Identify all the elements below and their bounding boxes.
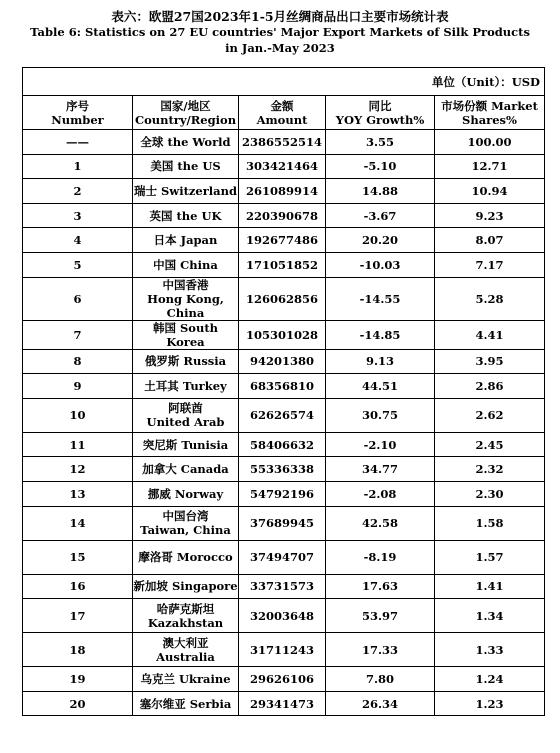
table-row [23,506,545,540]
cell-amount [239,320,326,349]
cell-country [133,228,239,253]
cell-country [133,599,239,633]
share-value: 1.33 [475,642,504,657]
country-name-en: Turkey [182,378,227,393]
country-name-en: United Arab [146,415,225,430]
cell-country [133,633,239,667]
row-number: 18 [69,642,86,657]
cell-yoy [326,154,435,179]
yoy-value: 42.58 [361,516,398,531]
cell-country [133,349,239,374]
unit-label: 单位（Unit）：USD [23,68,545,96]
yoy-value: 7.80 [365,671,394,686]
cell-number [23,506,133,540]
header-country-en: Country/Region [134,112,237,127]
yoy-value: 44.51 [361,378,398,393]
cell-yoy [326,667,435,692]
table-title-en-line2: in Jan.-May 2023 [225,41,335,55]
cell-yoy [326,228,435,253]
cell-amount [239,349,326,374]
cell-amount [239,667,326,692]
table-row [23,540,545,574]
country-name-cn: 俄罗斯 [144,354,180,369]
share-value: 1.24 [475,671,504,686]
amount-value: 220390678 [245,208,318,223]
cell-share [435,691,545,716]
share-value: 3.95 [475,354,504,369]
cell-amount [239,599,326,633]
country-name-cn: 摩洛哥 [138,550,173,565]
table-row [23,349,545,374]
country-name-cn: 澳大利亚 [162,635,209,650]
header-yoy-cn: 同比 [368,98,392,113]
table-row [23,481,545,506]
country-name-cn: 哈萨克斯坦 [156,601,215,616]
amount-value: 31711243 [249,642,314,657]
yoy-value: -2.10 [363,437,397,452]
country-name-en: Norway [174,486,224,501]
cell-yoy [326,457,435,482]
country-name-cn: 韩国 [152,320,176,335]
header-country [133,96,239,130]
country-name-en: Japan [180,233,218,248]
amount-value: 171051852 [245,257,318,272]
share-value: 1.58 [475,516,504,531]
cell-amount [239,179,326,204]
cell-number [23,203,133,228]
table-row [23,574,545,599]
yoy-value: 26.34 [361,696,398,711]
cell-yoy [326,277,435,320]
table-row [23,154,545,179]
row-number: 17 [69,608,86,623]
row-number: 3 [73,208,82,223]
amount-value: 126062856 [245,291,318,306]
cell-share [435,457,545,482]
row-number: 19 [69,671,86,686]
share-value: 8.07 [475,233,504,248]
yoy-value: 17.63 [361,579,398,594]
cell-share [435,277,545,320]
cell-amount [239,506,326,540]
country-name-en: the UK [176,208,222,223]
header-number-cn: 序号 [66,98,89,113]
row-number: 2 [73,183,82,198]
header-yoy [326,96,435,130]
cell-share [435,374,545,399]
cell-share [435,398,545,432]
amount-value: 29626106 [249,671,314,686]
country-name-cn: 突尼斯 [142,437,178,452]
cell-share [435,599,545,633]
cell-number [23,320,133,349]
cell-yoy [326,691,435,716]
header-share [435,96,545,130]
country-name-cn: 乌克兰 [140,671,175,686]
cell-country [133,320,239,349]
row-number: 15 [69,550,86,565]
cell-share [435,481,545,506]
header-number-en: Number [51,112,104,127]
cell-country [133,252,239,277]
yoy-value: -8.19 [363,550,397,565]
header-share-cn: 市场份额 Market [441,98,538,113]
cell-share [435,574,545,599]
table-title-en: Table 6: Statistics on 27 EU countries' Major Export Markets of Silk Products [30,25,530,39]
row-number: 13 [69,486,86,501]
export-markets-table [22,67,545,716]
table-row [23,277,545,320]
cell-amount [239,540,326,574]
share-value: 2.30 [475,486,504,501]
cell-yoy [326,398,435,432]
cell-share [435,130,545,155]
cell-number [23,574,133,599]
cell-share [435,667,545,692]
share-value: 9.23 [475,208,504,223]
share-value: 1.34 [475,608,504,623]
country-name-cn: 中国台湾 [162,509,209,524]
cell-share [435,349,545,374]
country-name-en: Tunisia [181,437,229,452]
country-name-cn: 美国 [150,159,174,174]
cell-number [23,277,133,320]
cell-yoy [326,574,435,599]
country-name-en: Morocco [176,550,233,565]
table-row [23,179,545,204]
cell-number [23,540,133,574]
amount-value: 303421464 [245,159,318,174]
yoy-value: 20.20 [361,233,398,248]
cell-yoy [326,432,435,457]
cell-yoy [326,130,435,155]
table-row [23,374,545,399]
cell-amount [239,398,326,432]
cell-number [23,667,133,692]
table-row [23,633,545,667]
amount-value: 105301028 [245,327,318,342]
cell-number [23,252,133,277]
cell-yoy [326,374,435,399]
table-row [23,203,545,228]
cell-yoy [326,599,435,633]
country-name-en: Russia [183,354,227,369]
cell-amount [239,154,326,179]
row-number: 8 [73,354,82,369]
cell-yoy [326,633,435,667]
row-number: 6 [73,291,82,306]
yoy-value: -2.08 [363,486,397,501]
yoy-value: 9.13 [365,354,394,369]
country-name-en: China [180,257,218,272]
yoy-value: 34.77 [361,462,398,477]
cell-country [133,457,239,482]
table-title-cn: 表六：欧盟27国2023年1-5月丝绸商品出口主要市场统计表 [111,9,449,24]
cell-country [133,179,239,204]
amount-value: 2386552514 [241,134,323,149]
amount-value: 32003648 [249,608,314,623]
share-value: 2.32 [475,462,504,477]
row-number: 12 [69,462,86,477]
share-value: 1.41 [475,579,504,594]
yoy-value: 30.75 [361,408,398,423]
cell-country [133,432,239,457]
yoy-value: 3.55 [365,134,394,149]
amount-value: 192677486 [245,233,318,248]
cell-country [133,374,239,399]
country-name-cn: 全球 [140,134,164,149]
country-name-en: Australia [156,649,215,664]
cell-share [435,506,545,540]
cell-yoy [326,540,435,574]
cell-number [23,374,133,399]
cell-yoy [326,203,435,228]
table-row [23,691,545,716]
country-name-cn: 日本 [153,233,177,248]
cell-country [133,130,239,155]
amount-value: 37689945 [249,516,314,531]
cell-amount [239,203,326,228]
amount-value: 68356810 [249,378,314,393]
cell-number [23,481,133,506]
cell-yoy [326,179,435,204]
cell-share [435,252,545,277]
share-value: 2.45 [475,437,504,452]
header-number [23,96,133,130]
share-value: 1.57 [475,550,504,565]
amount-value: 55336338 [249,462,314,477]
header-row [23,96,545,130]
cell-country [133,506,239,540]
cell-share [435,179,545,204]
cell-yoy [326,481,435,506]
cell-amount [239,374,326,399]
cell-number [23,130,133,155]
cell-country [133,203,239,228]
share-value: 4.41 [475,327,504,342]
table-row [23,667,545,692]
table-row [23,252,545,277]
country-name-cn: 土耳其 [144,378,179,393]
cell-country [133,574,239,599]
cell-yoy [326,506,435,540]
share-value: 10.94 [471,183,508,198]
amount-value: 58406632 [249,437,314,452]
amount-value: 261089914 [245,183,318,198]
row-number: 16 [69,579,86,594]
cell-share [435,228,545,253]
cell-yoy [326,320,435,349]
share-value: 100.00 [467,134,512,149]
table-row [23,130,545,155]
cell-number [23,349,133,374]
cell-amount [239,481,326,506]
country-name-en: Ukraine [178,671,231,686]
cell-share [435,203,545,228]
header-amount-cn: 金额 [270,98,294,113]
cell-amount [239,228,326,253]
yoy-value: 14.88 [361,183,398,198]
table-row [23,432,545,457]
share-value: 2.62 [475,408,504,423]
cell-amount [239,277,326,320]
header-share-en: Shares% [462,112,517,127]
cell-yoy [326,252,435,277]
country-name-en: South Korea [166,320,219,349]
amount-value: 54792196 [249,486,314,501]
amount-value: 29341473 [249,696,314,711]
row-number: —— [66,134,89,149]
country-name-cn: 阿联酋 [168,401,203,416]
row-number: 10 [69,408,86,423]
country-name-cn: 加拿大 [142,462,177,477]
share-value: 2.86 [475,378,504,393]
cell-number [23,432,133,457]
country-name-cn: 中国 [153,257,177,272]
row-number: 9 [73,378,82,393]
table-row [23,320,545,349]
yoy-value: 17.33 [361,642,398,657]
country-name-cn: 新加坡 [133,579,168,594]
country-name-en: Kazakhstan [147,615,224,630]
cell-number [23,179,133,204]
cell-amount [239,252,326,277]
cell-country [133,154,239,179]
country-name-cn: 中国香港 [162,277,209,292]
cell-share [435,432,545,457]
yoy-value: -14.55 [359,291,401,306]
cell-number [23,599,133,633]
table-row [23,457,545,482]
row-number: 1 [73,159,82,174]
yoy-value: 53.97 [361,608,398,623]
yoy-value: -10.03 [359,257,401,272]
cell-country [133,398,239,432]
country-name-cn: 挪威 [147,486,171,501]
yoy-value: -3.67 [363,208,397,223]
header-amount-en: Amount [256,112,308,127]
cell-share [435,320,545,349]
amount-value: 33731573 [249,579,314,594]
cell-number [23,633,133,667]
country-name-en: the US [177,159,221,174]
amount-value: 94201380 [249,354,314,369]
cell-amount [239,574,326,599]
cell-country [133,691,239,716]
country-name-en: Hong Kong, China [147,291,224,320]
cell-country [133,667,239,692]
cell-amount [239,130,326,155]
share-value: 7.17 [475,257,504,272]
cell-amount [239,691,326,716]
header-amount [239,96,326,130]
country-name-en: Singapore [171,579,238,594]
amount-value: 62626574 [249,408,314,423]
share-value: 12.71 [471,159,508,174]
country-name-en: Canada [180,462,229,477]
cell-share [435,633,545,667]
cell-number [23,457,133,482]
header-yoy-en: YOY Growth% [335,112,425,127]
amount-value: 37494707 [249,550,314,565]
row-number: 7 [73,327,82,342]
cell-amount [239,633,326,667]
cell-amount [239,457,326,482]
table-row [23,228,545,253]
yoy-value: -5.10 [363,159,397,174]
table-row [23,398,545,432]
cell-number [23,691,133,716]
row-number: 5 [73,257,82,272]
share-value: 5.28 [475,291,504,306]
country-name-en: Serbia [189,696,232,711]
cell-number [23,398,133,432]
cell-country [133,540,239,574]
yoy-value: -14.85 [359,327,401,342]
cell-share [435,154,545,179]
row-number: 11 [69,437,86,452]
cell-amount [239,432,326,457]
country-name-en: the World [167,134,231,149]
row-number: 4 [73,233,82,248]
country-name-en: Switzerland [161,183,238,198]
country-name-cn: 瑞士 [133,183,157,198]
cell-number [23,228,133,253]
cell-share [435,540,545,574]
cell-country [133,277,239,320]
country-name-cn: 英国 [149,208,173,223]
table-row [23,599,545,633]
cell-country [133,481,239,506]
share-value: 1.23 [475,696,504,711]
row-number: 14 [69,516,86,531]
country-name-en: Taiwan, China [140,523,231,538]
cell-yoy [326,349,435,374]
row-number: 20 [69,696,86,711]
cell-number [23,154,133,179]
country-name-cn: 塞尔维亚 [139,696,186,711]
header-country-cn: 国家/地区 [160,98,211,113]
